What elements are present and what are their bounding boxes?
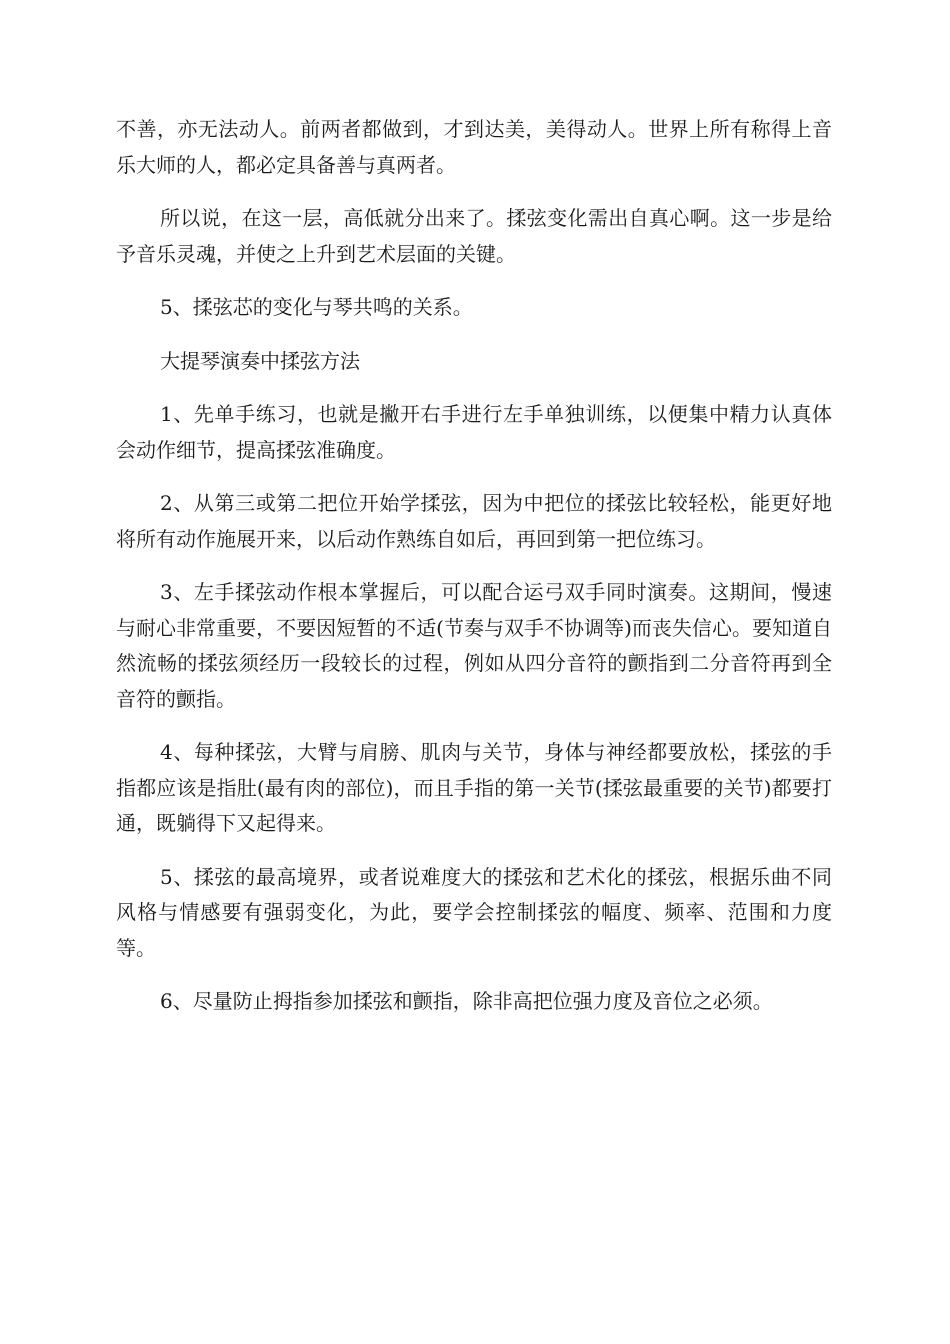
list-item: 5、揉弦芯的变化与琴共鸣的关系。 (160, 295, 473, 319)
list-item: 5、揉弦的最高境界，或者说难度大的揉弦和艺术化的揉弦，根据乐曲不同风格与情感要有强弱变化，为此，要学会控制揉弦的幅度、频率、范围和力度等。 (116, 864, 832, 960)
paragraph-continuation: 不善，亦无法动人。前两者都做到，才到达美，美得动人。世界上所有称得上音乐大师的人，都必定具备善与真两者。 (116, 117, 832, 177)
document-body (116, 112, 832, 1038)
section-heading: 大提琴演奏中揉弦方法 (160, 348, 360, 373)
list-item: 3、左手揉弦动作根本掌握后，可以配合运弓双手同时演奏。这期间，慢速与耐心非常重要，不要因短暂的不适(节奏与双手不协调等)而丧失信心。要知道自然流畅的揉弦须经历一段较长的过程，例如从四分音符的颤指到二分音符再到全音符的颤指。 (116, 580, 832, 711)
paragraph: 所以说，在这一层，高低就分出来了。揉弦变化需出自真心啊。这一步是给予音乐灵魂，并使之上升到艺术层面的关键。 (116, 206, 832, 266)
list-item: 1、先单手练习，也就是撇开右手进行左手单独训练，以便集中精力认真体会动作细节，提高揉弦准确度。 (116, 402, 832, 462)
list-item: 2、从第三或第二把位开始学揉弦，因为中把位的揉弦比较轻松，能更好地将所有动作施展开来，以后动作熟练自如后，再回到第一把位练习。 (116, 491, 832, 551)
list-item: 4、每种揉弦，大臂与肩膀、肌肉与关节，身体与神经都要放松，揉弦的手指都应该是指肚(最有肉的部位)，而且手指的第一关节(揉弦最重要的关节)都要打通，既躺得下又起得来。 (116, 740, 832, 835)
list-item: 6、尽量防止拇指参加揉弦和颤指，除非高把位强力度及音位之必须。 (160, 989, 773, 1013)
